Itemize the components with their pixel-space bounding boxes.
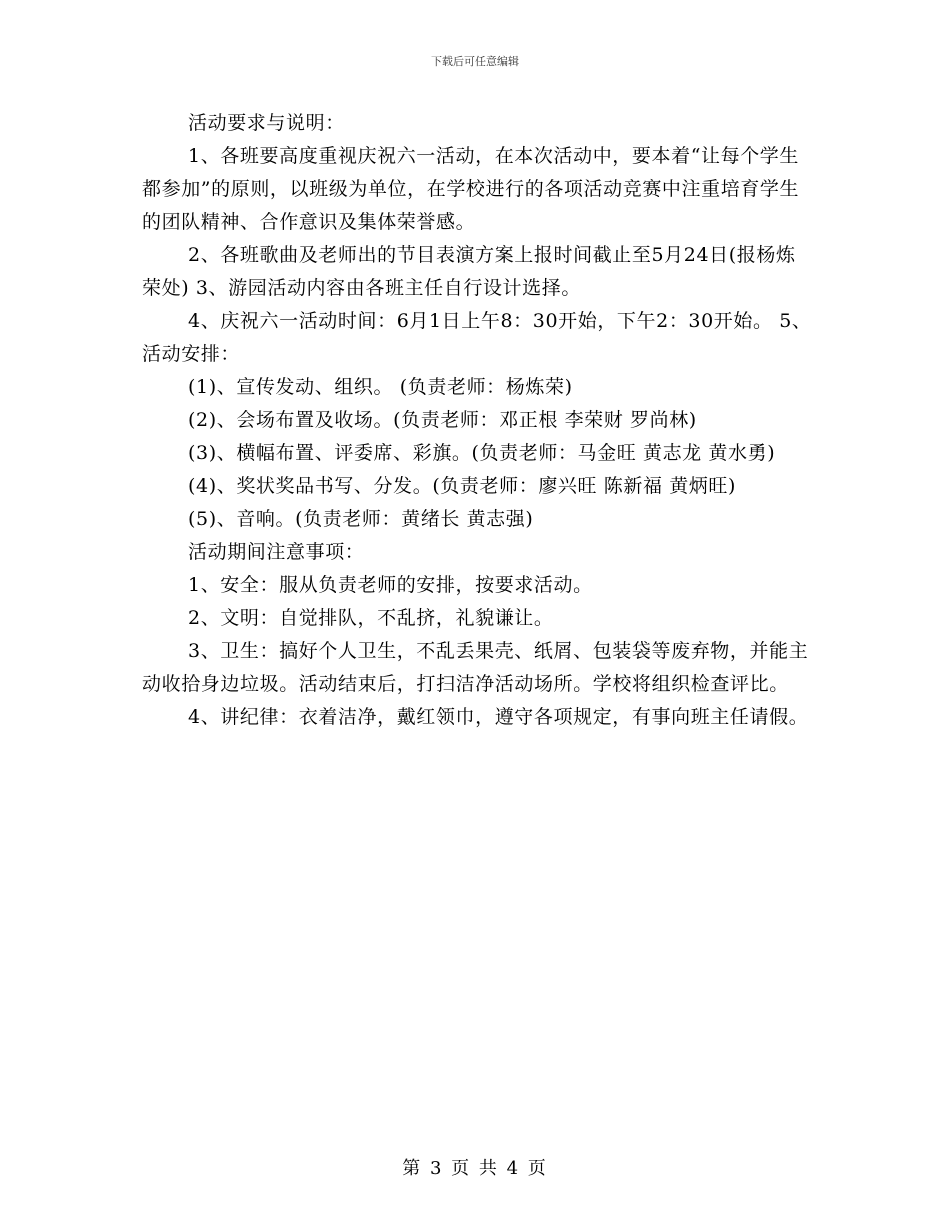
paragraph-note-hygiene: 3、卫生：搞好个人卫生，不乱丢果壳、纸屑、包装袋等废弃物，并能主动收拾身边垃圾。活动结束后，打扫洁净活动场所。学校将组织检查评比。 [142,640,809,695]
paragraph-note-civility: 2、文明：自觉排队，不乱挤，礼貌谦让。 [188,607,554,629]
paragraph-arrangement-5: (5)、音响。(负责老师：黄绪长 黄志强) [188,508,534,530]
paragraph-note-discipline: 4、讲纪律：衣着洁净，戴红领巾，遵守各项规定，有事向班主任请假。 [188,706,809,728]
section-heading-notes: 活动期间注意事项： [188,541,365,563]
paragraph-arrangement-3: (3)、横幅布置、评委席、彩旗。(负责老师：马金旺 黄志龙 黄水勇) [188,442,776,464]
paragraph-note-safety: 1、安全：服从负责老师的安排，按要求活动。 [188,574,593,596]
page-footer-pagination: 第 3 页 共 4 页 [402,1158,548,1179]
paragraph-requirement-4: 4、庆祝六一活动时间：6月1日上午8：30开始，下午2：30开始。 5、活动安排： [142,310,812,365]
paragraph-arrangement-4: (4)、奖状奖品书写、分发。(负责老师：廖兴旺 陈新福 黄炳旺) [188,475,737,497]
paragraph-arrangement-2: (2)、会场布置及收场。(负责老师：邓正根 李荣财 罗尚林) [188,409,697,431]
document-body [142,107,812,734]
section-heading-requirements: 活动要求与说明： [188,112,345,134]
paragraph-requirement-2: 2、各班歌曲及老师出的节目表演方案上报时间截止至5月24日(报杨炼荣处) 3、游园活动内容由各班主任自行设计选择。 [142,244,796,299]
paragraph-requirement-1: 1、各班要高度重视庆祝六一活动，在本次活动中，要本着“让每个学生都参加”的原则，以班级为单位，在学校进行的各项活动竞赛中注重培育学生的团队精神、合作意识及集体荣誉感。 [142,145,800,233]
paragraph-arrangement-1: (1)、宣传发动、组织。 (负责老师：杨炼荣) [188,376,573,398]
page-header: 下载后可任意编辑 [431,55,519,68]
